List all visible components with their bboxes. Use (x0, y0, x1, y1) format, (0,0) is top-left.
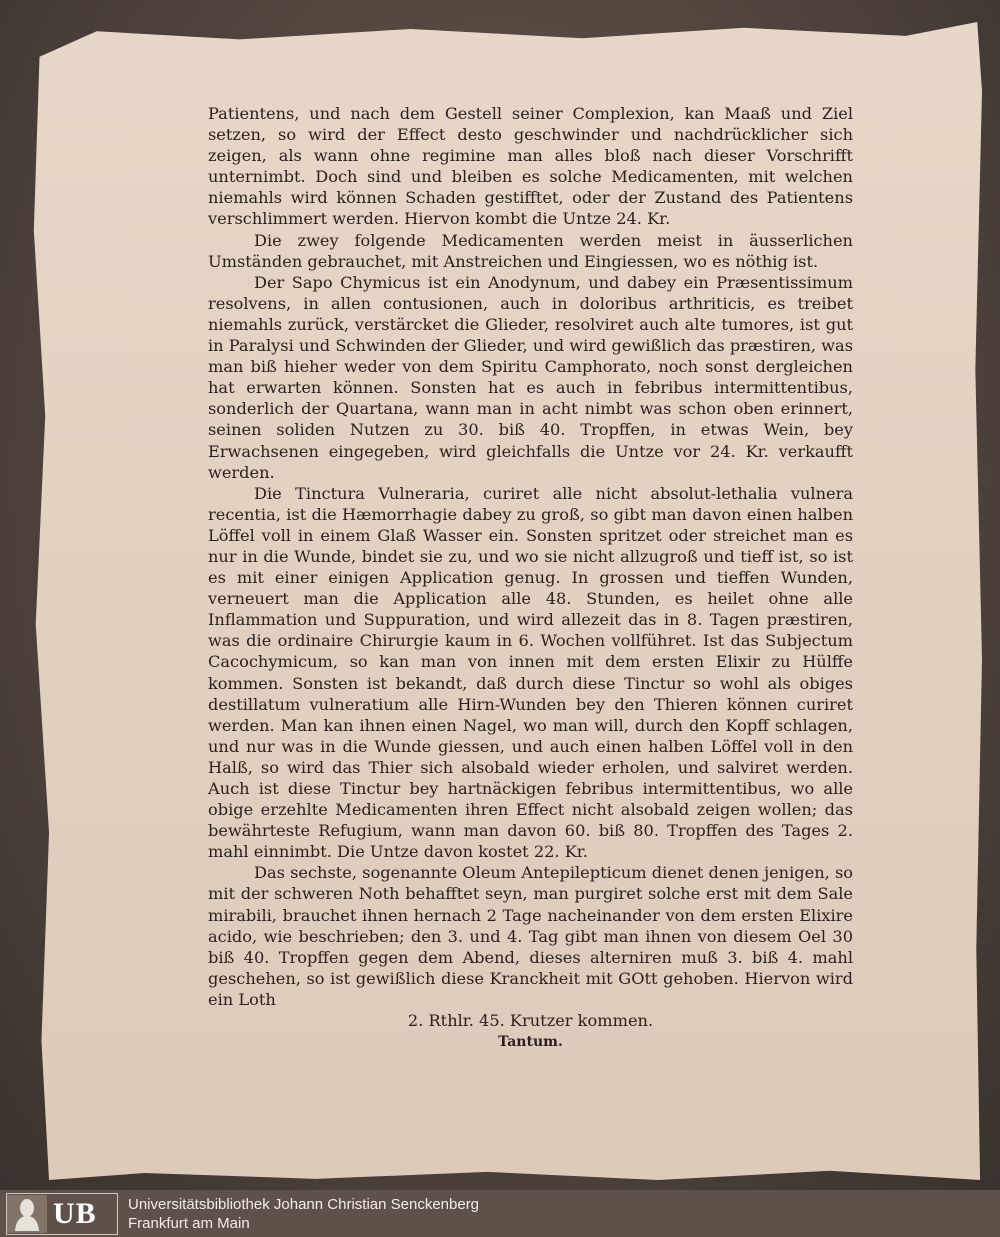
paragraph-2: Die zwey folgende Medicamenten werden meist in äusserlichen Umständen gebrauchet, mit Anstreichen und Eingiessen, wo es nöthig ist. (208, 230, 853, 271)
paragraph-4: Die Tinctura Vulneraria, curiret alle nicht absolut-lethalia vulnera recentia, ist die Hæmorrhagie dabey zu groß, so gibt man davon einen halben Löffel voll in einem Glaß Wasser ein. Sonsten spritzet oder streichet man es nur in die Wunde, bindet sie zu, und wo sie nicht allzugroß und tieff ist, so ist es mit einer einigen Application genug. In grossen und tieffen Wunden, verneuert man die Application alle 48. Stunden, es heilet ohne alle Inflammation und Suppuration, und wird allezeit das in 8. Tagen præstiren, was die ordinaire Chirurgie kaum in 6. Wochen vollführet. Ist das Subjectum Cacochymicum, so kan man von innen mit dem ersten Elixir zu Hülffe kommen. Sonsten ist bekandt, daß durch diese Tinctur so wohl als obiges destillatum vulneratium alle Hirn-Wunden bey den Thieren können curiret werden. Man kan ihnen einen Nagel, wo man will, durch den Kopff schlagen, und nur was in die Wunde giessen, und auch einen halben Löffel voll in den Halß, so wird das Thier sich alsobald wieder erholen, und salviret werden. Auch ist diese Tinctur bey hartnäckigen febribus intermittentibus, wo alle obige erzehlte Medicamenten ihren Effect nicht alsobald zeigen wollen; das bewährteste Refugium, wann man davon 60. biß 80. Tropffen des Tages 2. mahl einnimbt. Die Untze davon kostet 22. Kr. (208, 483, 853, 862)
library-name: Universitätsbibliothek Johann Christian Senckenberg (128, 1195, 480, 1213)
footer-bar (0, 1190, 1000, 1237)
paragraph-5: Das sechste, sogenannte Oleum Antepilepticum dienet denen jenigen, so mit der schweren Noth behafftet seyn, man purgiret solche erst mit dem Sale mirabili, brauchet ihnen hernach 2 Tage nacheinander von dem ersten Elixire acido, wie beschrieben; den 3. und 4. Tag gibt man ihnen von diesem Oel 30 biß 40. Tropffen gegen dem Abend, dieses alterniren muß 3. biß 4. mahl geschehen, so ist gewißlich diese Kranckheit mit GOtt gehoben. Hiervon wird ein Loth (208, 863, 853, 1009)
portrait-icon (7, 1195, 47, 1233)
document-text (208, 103, 853, 1053)
paragraph-3: Der Sapo Chymicus ist ein Anodynum, und dabey ein Præsentissimum resolvens, in allen contusionen, auch in doloribus arthriticis, es treibet niemahls zurück, verstärcket die Glieder, resolviret auch alte tumores, ist gut in Paralysi und Schwinden der Glieder, und wird gewißlich das præstiren, was man biß hieher weder von dem Spiritu Camphorato, noch sonst dergleichen hat erwarten können. Sonsten hat es auch in febribus intermittentibus, sonderlich der Quartana, wann man in acht nimbt was schon oben erinnert, seinen soliden Nutzen zu 30. biß 40. Tropffen, in etwas Wein, bey Erwachsenen eingegeben, wird gleichfalls die Untze vor 24. Kr. verkaufft werden. (208, 272, 853, 482)
logo-text: UB (53, 1196, 97, 1230)
footer-text (128, 1195, 479, 1233)
library-city: Frankfurt am Main (128, 1214, 250, 1232)
library-logo[interactable] (6, 1193, 118, 1235)
paragraph-1: Patientens, und nach dem Gestell seiner Complexion, kan Maaß und Ziel setzen, so wird der Effect desto geschwinder und nachdrücklicher sich zeigen, als wann ohne regimine man alles bloß nach dieser Vorschrifft unternimbt. Doch sind und bleiben es solche Medicamenten, mit welchen niemahls wird können Schaden gestifftet, oder der Zustand des Patientens verschlimmert werden. Hiervon kombt die Untze 24. Kr. (208, 104, 853, 229)
closing-word: Tantum. (498, 1034, 563, 1051)
price-line: 2. Rthlr. 45. Krutzer kommen. (407, 1011, 654, 1031)
